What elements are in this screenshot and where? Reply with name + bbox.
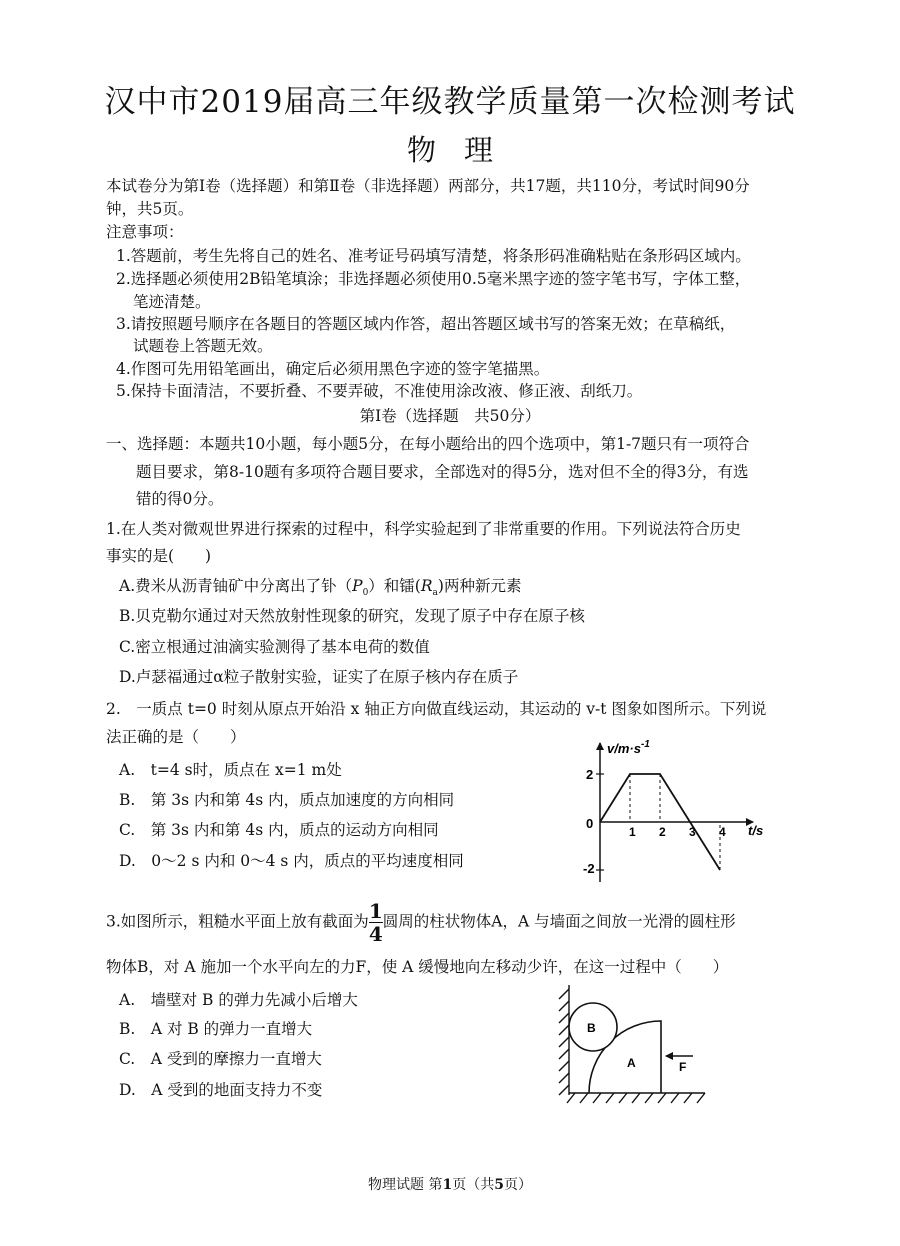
q2-stem-1: 2. 一质点 t=0 时刻从原点开始沿 x 轴正方向做直线运动，其运动的 v-t 图象如图所示。下列说: [106, 700, 767, 718]
page-footer: 物理试题 第1页（共5页）: [368, 1177, 532, 1193]
label-a: A: [627, 1056, 636, 1070]
section-intro-1: 一、选择题：本题共10小题，每小题5分，在每小题给出的四个选项中，第1-7题只有一项符合: [106, 435, 750, 453]
wall-block-figure: [555, 975, 735, 1115]
subject-title: 物理: [406, 133, 521, 167]
wall-hatching: [559, 985, 569, 1095]
q1-option-a: A.费米从沥青铀矿中分离出了钋$(P_0)$和镭$(R_a)$两种新元素: [119, 577, 522, 599]
section-heading: 第I卷（选择题 共50分）: [359, 407, 541, 425]
note-2: 2.选择题必须使用2B铅笔填涂；非选择题必须使用0.5毫米黑字迹的签字笔书写，字体工整，: [116, 270, 751, 288]
x-tick-2: 2: [659, 825, 666, 839]
ground-hatching: [567, 1093, 705, 1103]
q3-option-a: A. 墙壁对 B 的弹力先减小后增大: [119, 991, 358, 1009]
intro-line-2: 钟，共5页。: [106, 200, 194, 218]
label-f: F: [679, 1060, 687, 1074]
q2-option-c: C. 第 3s 内和第 4s 内，质点的运动方向相同: [119, 821, 439, 839]
q2-stem-2: 法正确的是（ ）: [106, 728, 246, 746]
fraction-one-quarter: $\frac{1}{4}$: [368, 899, 383, 946]
q1-option-d: D.卢瑟福通过α粒子散射实验，证实了在原子核内存在质子: [119, 668, 519, 686]
x-tick-1: 1: [629, 825, 636, 839]
q1-stem-2: 事实的是( ): [106, 547, 212, 565]
intro-line-1: 本试卷分为第I卷（选择题）和第Ⅱ卷（非选择题）两部分，共17题，共110分，考试时间90分: [106, 177, 750, 195]
note-3-cont: 试题卷上答题无效。: [133, 337, 273, 355]
x-tick-4: 4: [719, 825, 726, 839]
q3-stem-2: 物体B，对 A 施加一个水平向左的力F，使 A 缓慢地向左移动少许，在这一过程中（ ）: [106, 958, 729, 976]
origin-label: 0: [586, 816, 594, 831]
q3-option-b: B. A 对 B 的弹力一直增大: [119, 1020, 313, 1038]
y-tick-neg-label: -2: [583, 861, 595, 876]
note-2-cont: 笔迹清楚。: [133, 293, 211, 311]
notes-heading: 注意事项：: [106, 223, 184, 241]
q1-option-b: B.贝克勒尔通过对天然放射性现象的研究，发现了原子中存在原子核: [119, 607, 585, 625]
q1-stem-1: 1.在人类对微观世界进行探索的过程中，科学实验起到了非常重要的作用。下列说法符合历史: [106, 520, 741, 538]
q3-stem-1: 3.如图所示，粗糙水平面上放有截面为$\frac{1}{4}$圆周的柱状物体A，A 与墙面之间放一光滑的圆柱形: [106, 899, 736, 946]
q3-option-c: C. A 受到的摩擦力一直增大: [119, 1050, 322, 1068]
q2-option-b: B. 第 3s 内和第 4s 内，质点加速度的方向相同: [119, 791, 455, 809]
q1-option-c: C.密立根通过油滴实验测得了基本电荷的数值: [119, 638, 430, 656]
label-b: B: [587, 1021, 596, 1035]
x-tick-3: 3: [689, 825, 696, 839]
q2-option-d: D. 0～2 s 内和 0～4 s 内，质点的平均速度相同: [119, 852, 464, 870]
x-axis-label: t/s: [748, 823, 764, 838]
q2-option-a: A. t=4 s时，质点在 x=1 m处: [119, 761, 342, 779]
y-axis-label: $v/m\cdot s^{-1}$: [607, 739, 650, 756]
vt-graph: [575, 735, 790, 885]
exam-title: 汉中市2019届高三年级教学质量第一次检测考试: [104, 84, 796, 120]
q3-option-d: D. A 受到的地面支持力不变: [119, 1081, 323, 1099]
note-1: 1.答题前，考生先将自己的姓名、准考证号码填写清楚，将条形码准确粘贴在条形码区域内。: [116, 247, 751, 265]
note-4: 4.作图可先用铅笔画出，确定后必须用黑色字迹的签字笔描黑。: [116, 360, 550, 378]
note-5: 5.保持卡面清洁，不要折叠、不要弄破，不准使用涂改液、修正液、刮纸刀。: [116, 382, 643, 400]
note-3: 3.请按照题号顺序在各题目的答题区域内作答，超出答题区域书写的答案无效；在草稿纸，: [116, 315, 736, 333]
y-tick-pos-label: 2: [586, 767, 594, 782]
section-intro-2: 题目要求，第8-10题有多项符合题目要求，全部选对的得5分，选对但不全的得3分，有选: [136, 463, 749, 481]
section-intro-3: 错的得0分。: [136, 490, 224, 508]
